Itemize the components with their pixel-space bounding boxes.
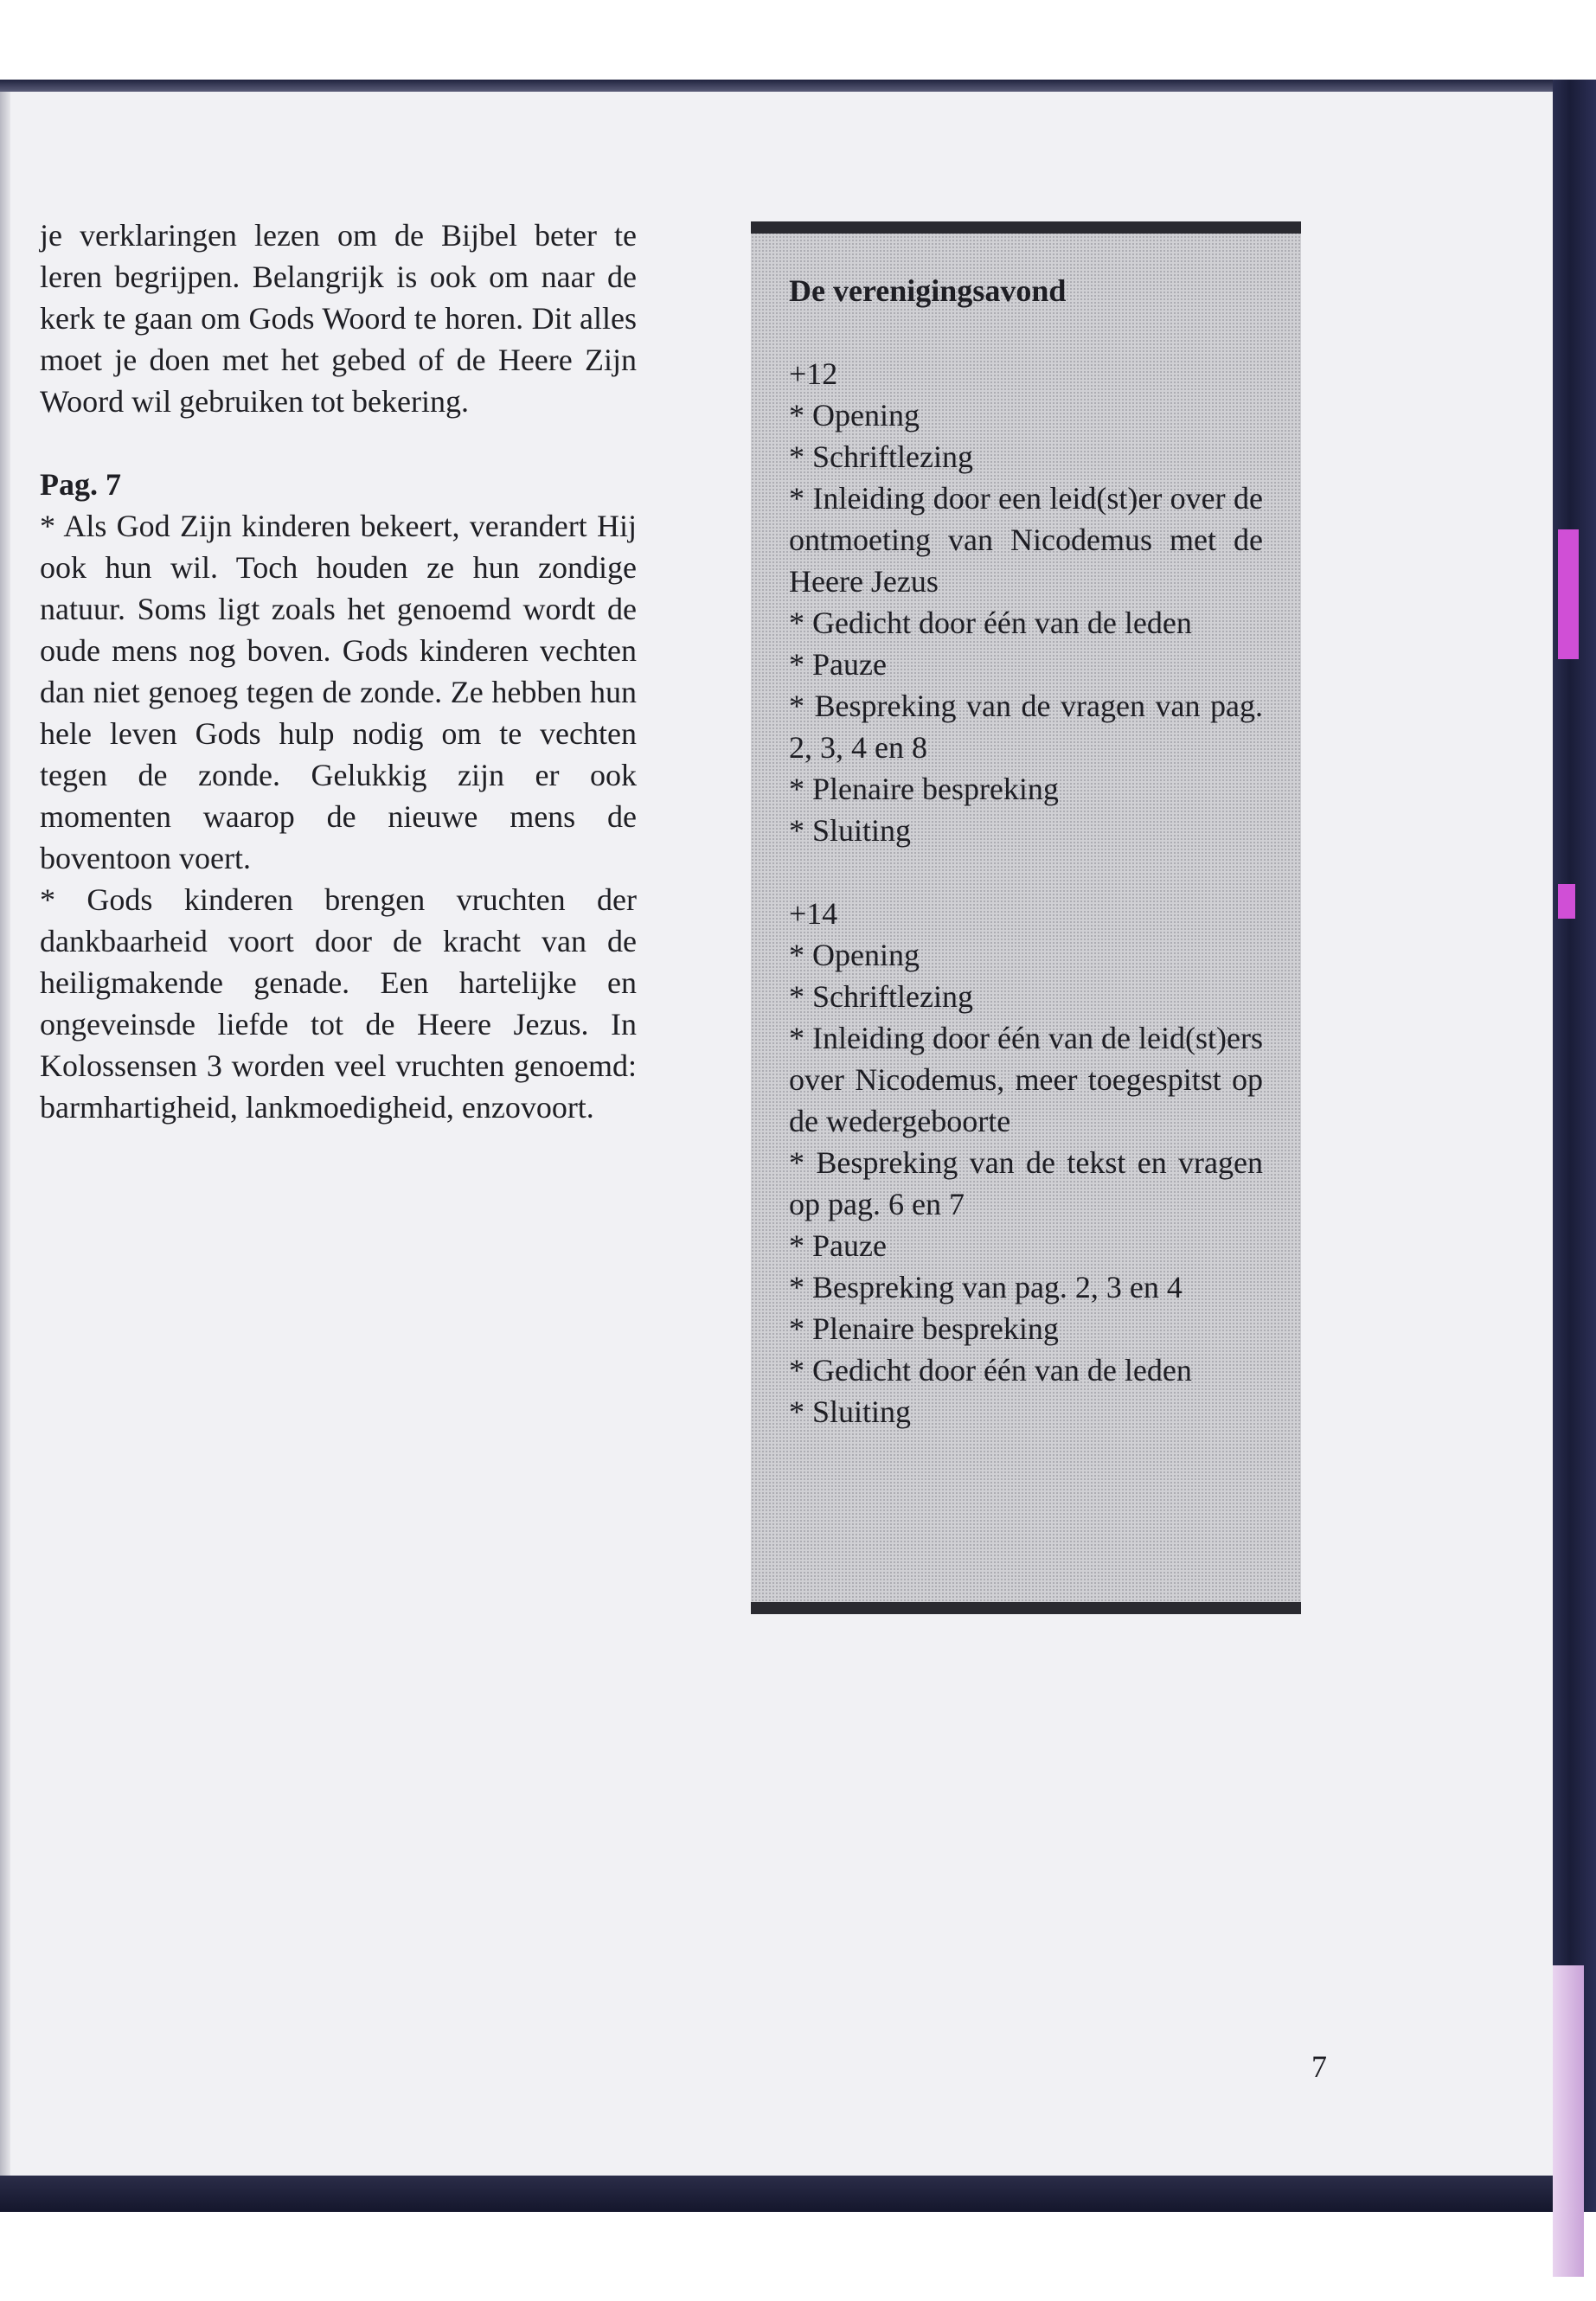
- group-label: +12: [789, 356, 838, 391]
- program-item: * Inleiding door een leid(st)er over de ontmoeting van Nicodemus met de Heere Jezus: [789, 481, 1263, 599]
- group-label: +14: [789, 896, 838, 931]
- bullet-paragraph: * Gods kinderen brengen vruchten der dankbaarheid voort door de kracht van de heiligmakende genade. Een hartelijke en ongeveinsde liefde tot de Heere Jezus. In Kolossensen 3 worden veel vruchten genoemd: barmhartigheid, lankmoedigheid, enzovoort.: [40, 882, 637, 1125]
- program-item: * Bespreking van de vragen van pag. 2, 3, 4 en 8: [789, 689, 1263, 765]
- program-item: * Pauze: [789, 1228, 887, 1263]
- program-item: * Gedicht door één van de leden: [789, 606, 1192, 640]
- program-item: * Inleiding door één van de leid(st)ers over Nicodemus, meer toegespitst op de wedergeboorte: [789, 1021, 1263, 1138]
- program-item: * Gedicht door één van de leden: [789, 1353, 1192, 1388]
- program-item: * Plenaire bespreking: [789, 772, 1059, 806]
- page-tab-marker: [1553, 1965, 1584, 2277]
- program-item: * Sluiting: [789, 813, 912, 848]
- box-bottom-rule: [751, 1602, 1301, 1614]
- program-item: * Bespreking van de tekst en vragen op pag. 6 en 7: [789, 1145, 1263, 1221]
- section-heading: Pag. 7: [40, 467, 121, 502]
- box-title: De verenigingsavond: [789, 273, 1067, 308]
- bullet-paragraph: * Als God Zijn kinderen bekeert, verandert Hij ook hun wil. Toch houden ze hun zondige natuur. Soms ligt zoals het genoemd wordt de oude mens nog boven. Gods kinderen vechten dan niet genoeg tegen de zonde. Ze hebben hun hele leven Gods hulp nodig om te vechten tegen de zonde. Gelukkig zijn er ook momenten waarop de nieuwe mens de boventoon voert.: [40, 509, 637, 875]
- page-tab-marker: [1558, 529, 1579, 659]
- program-item: * Pauze: [789, 647, 887, 682]
- program-item: * Schriftlezing: [789, 979, 973, 1014]
- page-tab-marker: [1558, 884, 1575, 919]
- program-item: * Schriftlezing: [789, 439, 973, 474]
- program-item: * Sluiting: [789, 1394, 912, 1429]
- program-item: * Opening: [789, 938, 920, 972]
- spacer: [789, 851, 1263, 893]
- page-left-edge: [0, 92, 10, 2176]
- box-top-rule: [751, 221, 1301, 234]
- page-bottom-edge: [0, 2176, 1596, 2212]
- page-number: 7: [1311, 2049, 1327, 2084]
- program-box-content: [789, 270, 1263, 1433]
- book-cover-edge: [1553, 80, 1596, 2212]
- page-top-edge: [0, 80, 1596, 92]
- program-item: * Plenaire bespreking: [789, 1311, 1059, 1346]
- program-item: * Opening: [789, 398, 920, 433]
- left-text-column: [40, 215, 637, 1128]
- intro-paragraph: je verklaringen lezen om de Bijbel beter te leren begrijpen. Belangrijk is ook om naar de kerk te gaan om Gods Woord te horen. Dit alles moet je doen met het gebed of de Heere Zijn Woord wil gebruiken tot bekering.: [40, 218, 637, 419]
- program-item: * Bespreking van pag. 2, 3 en 4: [789, 1270, 1183, 1304]
